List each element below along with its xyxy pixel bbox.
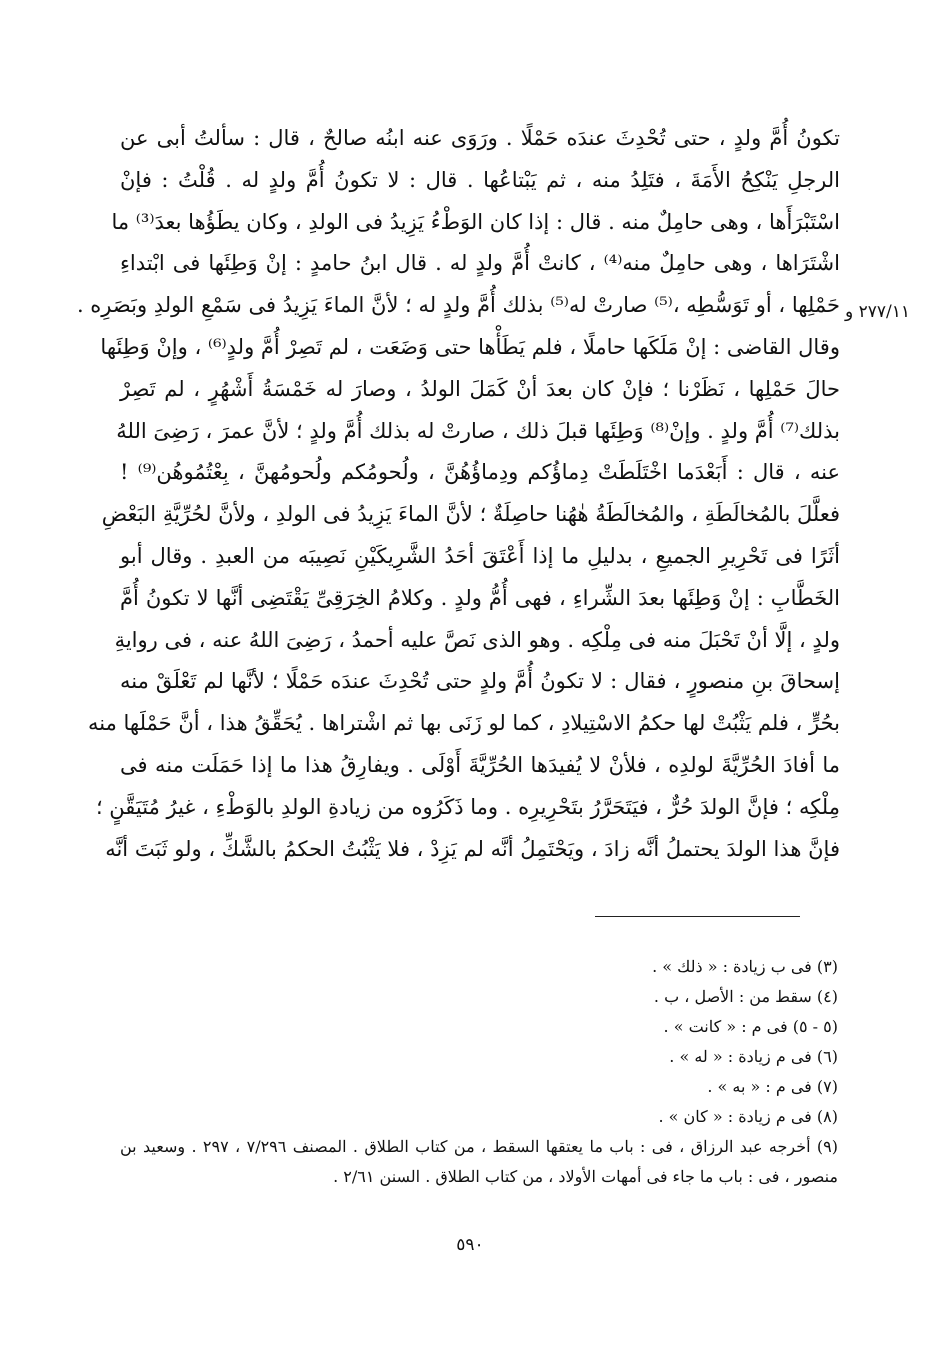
text-line: اسْتَبْرَأَها ، وهى حامِلٌ منه . قال : إذا كان الوَطْءُ يَزِيدُ فى الولدِ ، وكان يطَؤُها بعدَ⁽³⁾ ما — [111, 209, 840, 234]
footnote: (٨) فى م زيادة : « كان » . — [658, 1107, 838, 1126]
text-line: اشْتَرَاها ، وهى حامِلٌ منه⁽⁴⁾ ، كانتْ أُمَّ ولدٍ له . قال ابنُ حامدٍ : إنْ وَطِئَها فى ابْتداءِ — [120, 251, 840, 276]
text-line: حالَ حَمْلِها ، نَظَرْنا ؛ فإنْ كان بعدَ أنْ كَمَلَ الولدُ ، وصارَ له خَمْسَةُ أَشْهُرٍ ، لم تَصِرْ — [120, 376, 840, 401]
text-line: مِلْكِه ؛ فإنَّ الولدَ حُرٌّ ، فيَتَحَرَّرُ بتَحْرِيرِه . وما ذَكَرُوه من زيادةِ الولدِ بالوَطْءِ ، غيرُ مُتَيَقَّنٍ ؛ — [95, 794, 840, 819]
text-line: إسحاقَ بنِ منصورٍ ، فقال : لا تكونُ أُمَّ ولدٍ حتى تُحْدِثَ عندَه حَمْلًا ؛ لأنَّها لم تَعْلَقْ منه — [120, 669, 840, 694]
footnote: (٣) فى ب زيادة : « ذلك » . — [652, 957, 838, 976]
footnote: (٦) فى م زيادة : « له » . — [669, 1047, 838, 1066]
text-line: بذلك⁽⁷⁾ أُمَّ ولدٍ . وإنْ⁽⁸⁾ وَطِئَها قبلَ ذلك ، صارتْ له بذلك أُمَّ ولدٍ ؛ لأنَّ عمرَ ، رَضِىَ اللهُ — [116, 418, 840, 443]
text-line: حَمْلِها ، أو تَوَسُّطِه ،⁽⁵⁾ صارتْ له⁽⁵⁾ بذلك أُمَّ ولدٍ له ؛ لأنَّ الماءَ يَزِيدُ فى سَمْعِ الولدِ وبَصَرِه . — [76, 293, 840, 318]
text-line: الرجلِ يَنْكِحُ الأَمَةَ ، فتَلِدُ منه ، ثم يَبْتاعُها . قال : لا تكونُ أُمَّ ولدٍ له . قُلْتُ : فإنْ — [120, 167, 840, 192]
text-line: فإنَّ هذا الولدَ يحتملُ أنَّه زادَ ، ويَحْتَمِلُ أنَّه لم يَزِدْ ، فلا يَثْبُتُ الحكمُ بالشَّكِّ ، ولو ثَبَتَ أنَّه — [105, 836, 840, 861]
text-line: فعلَّلَ بالمُخالَطَةِ ، والمُخالَطَةُ هٰهُنا حاصِلَةٌ ؛ لأنَّ الماءَ يَزِيدُ فى الولدِ ، ولأنَّ لحُرِّيَّةِ البَعْضِ — [101, 502, 840, 527]
text-line: ولدٍ ، إلَّا أنْ تَحْبَلَ منه فى مِلْكِه . وهو الذى نَصَّ عليه أحمدُ ، رَضِىَ اللهُ عنه ، فى روايةِ — [114, 627, 840, 652]
footnote-separator — [595, 916, 800, 917]
main-text-block — [76, 118, 840, 870]
text-line: وقال القاضى : إنْ مَلَكَها حاملًا ، فلم يَطَأْها حتى وَضَعَت ، لم تَصِرْ أُمَّ ولدٍ⁽⁶⁾ ، وإنْ وَطِئَها — [100, 334, 840, 359]
footnote: (٤) سقط من : الأصل ، ب . — [653, 987, 838, 1006]
text-line: أثَرًا فى تَحْرِيرِ الجميعِ ، بدليلِ ما إذا أَعْتَقَ أحَدُ الشَّرِيكَيْنِ نَصِيبَه من العبدِ . وقال أبو — [120, 543, 840, 568]
text-line: تكونُ أُمَّ ولدٍ ، حتى تُحْدِثَ عندَه حَمْلًا . ورَوَى عنه ابنُه صالحٌ ، قال : سألتُ أبى عن — [120, 126, 840, 150]
footnote: (٩) أخرجه عبد الرزاق ، فى : باب ما يعتقها السقط ، من كتاب الطلاق . المصنف ٧/٢٩٦ ، ٢٩٧ . وسعيد بن منصور ، فى : باب ما جاء فى أمهات الأولاد ، من كتاب الطلاق . السنن ٢/٦١ . — [120, 1137, 839, 1186]
footnotes-block — [120, 952, 838, 1192]
text-line: بحُرٍّ ، فلم يَثْبُتْ لها حكمُ الاسْتِيلادِ ، كما لو زَنَى بها ثم اشْتراها . يُحَقِّقُ هذا ، أنَّ حَمْلَها منه — [87, 711, 840, 736]
text-line: الخَطَّابِ : إنْ وَطِئَها بعدَ الشِّراءِ ، فهى أُمُّ ولدٍ . وكلامُ الخِرَقِىِّ يَقْتَضِى أنَّها لا تكونُ أُمَّ — [120, 585, 840, 610]
text-line: ما أفادَ الحُرِّيَّةَ لولدِه ، فلأنْ لا يُفيدَها الحُرِّيَّةَ أَوْلَى . ويفارِقُ هذا ما إذا حَمَلَت منه فى — [120, 752, 840, 777]
text-line: عنه ، قال : أَبَعْدَما اخْتَلَطَتْ دِماؤُكم ودِماؤُهُنَّ ، ولُحومُكم ولُحومُهنَّ ، بِعْتُمُوهُن⁽⁹⁾ ! — [120, 460, 840, 485]
footnote: (٧) فى م : « به » . — [707, 1077, 838, 1096]
margin-folio-reference: ٢٧٧/١١ و — [844, 302, 910, 322]
footnote: (٥ - ٥) فى م : « كانت » . — [663, 1017, 838, 1036]
page-number: ٥٩٠ — [456, 1235, 484, 1255]
